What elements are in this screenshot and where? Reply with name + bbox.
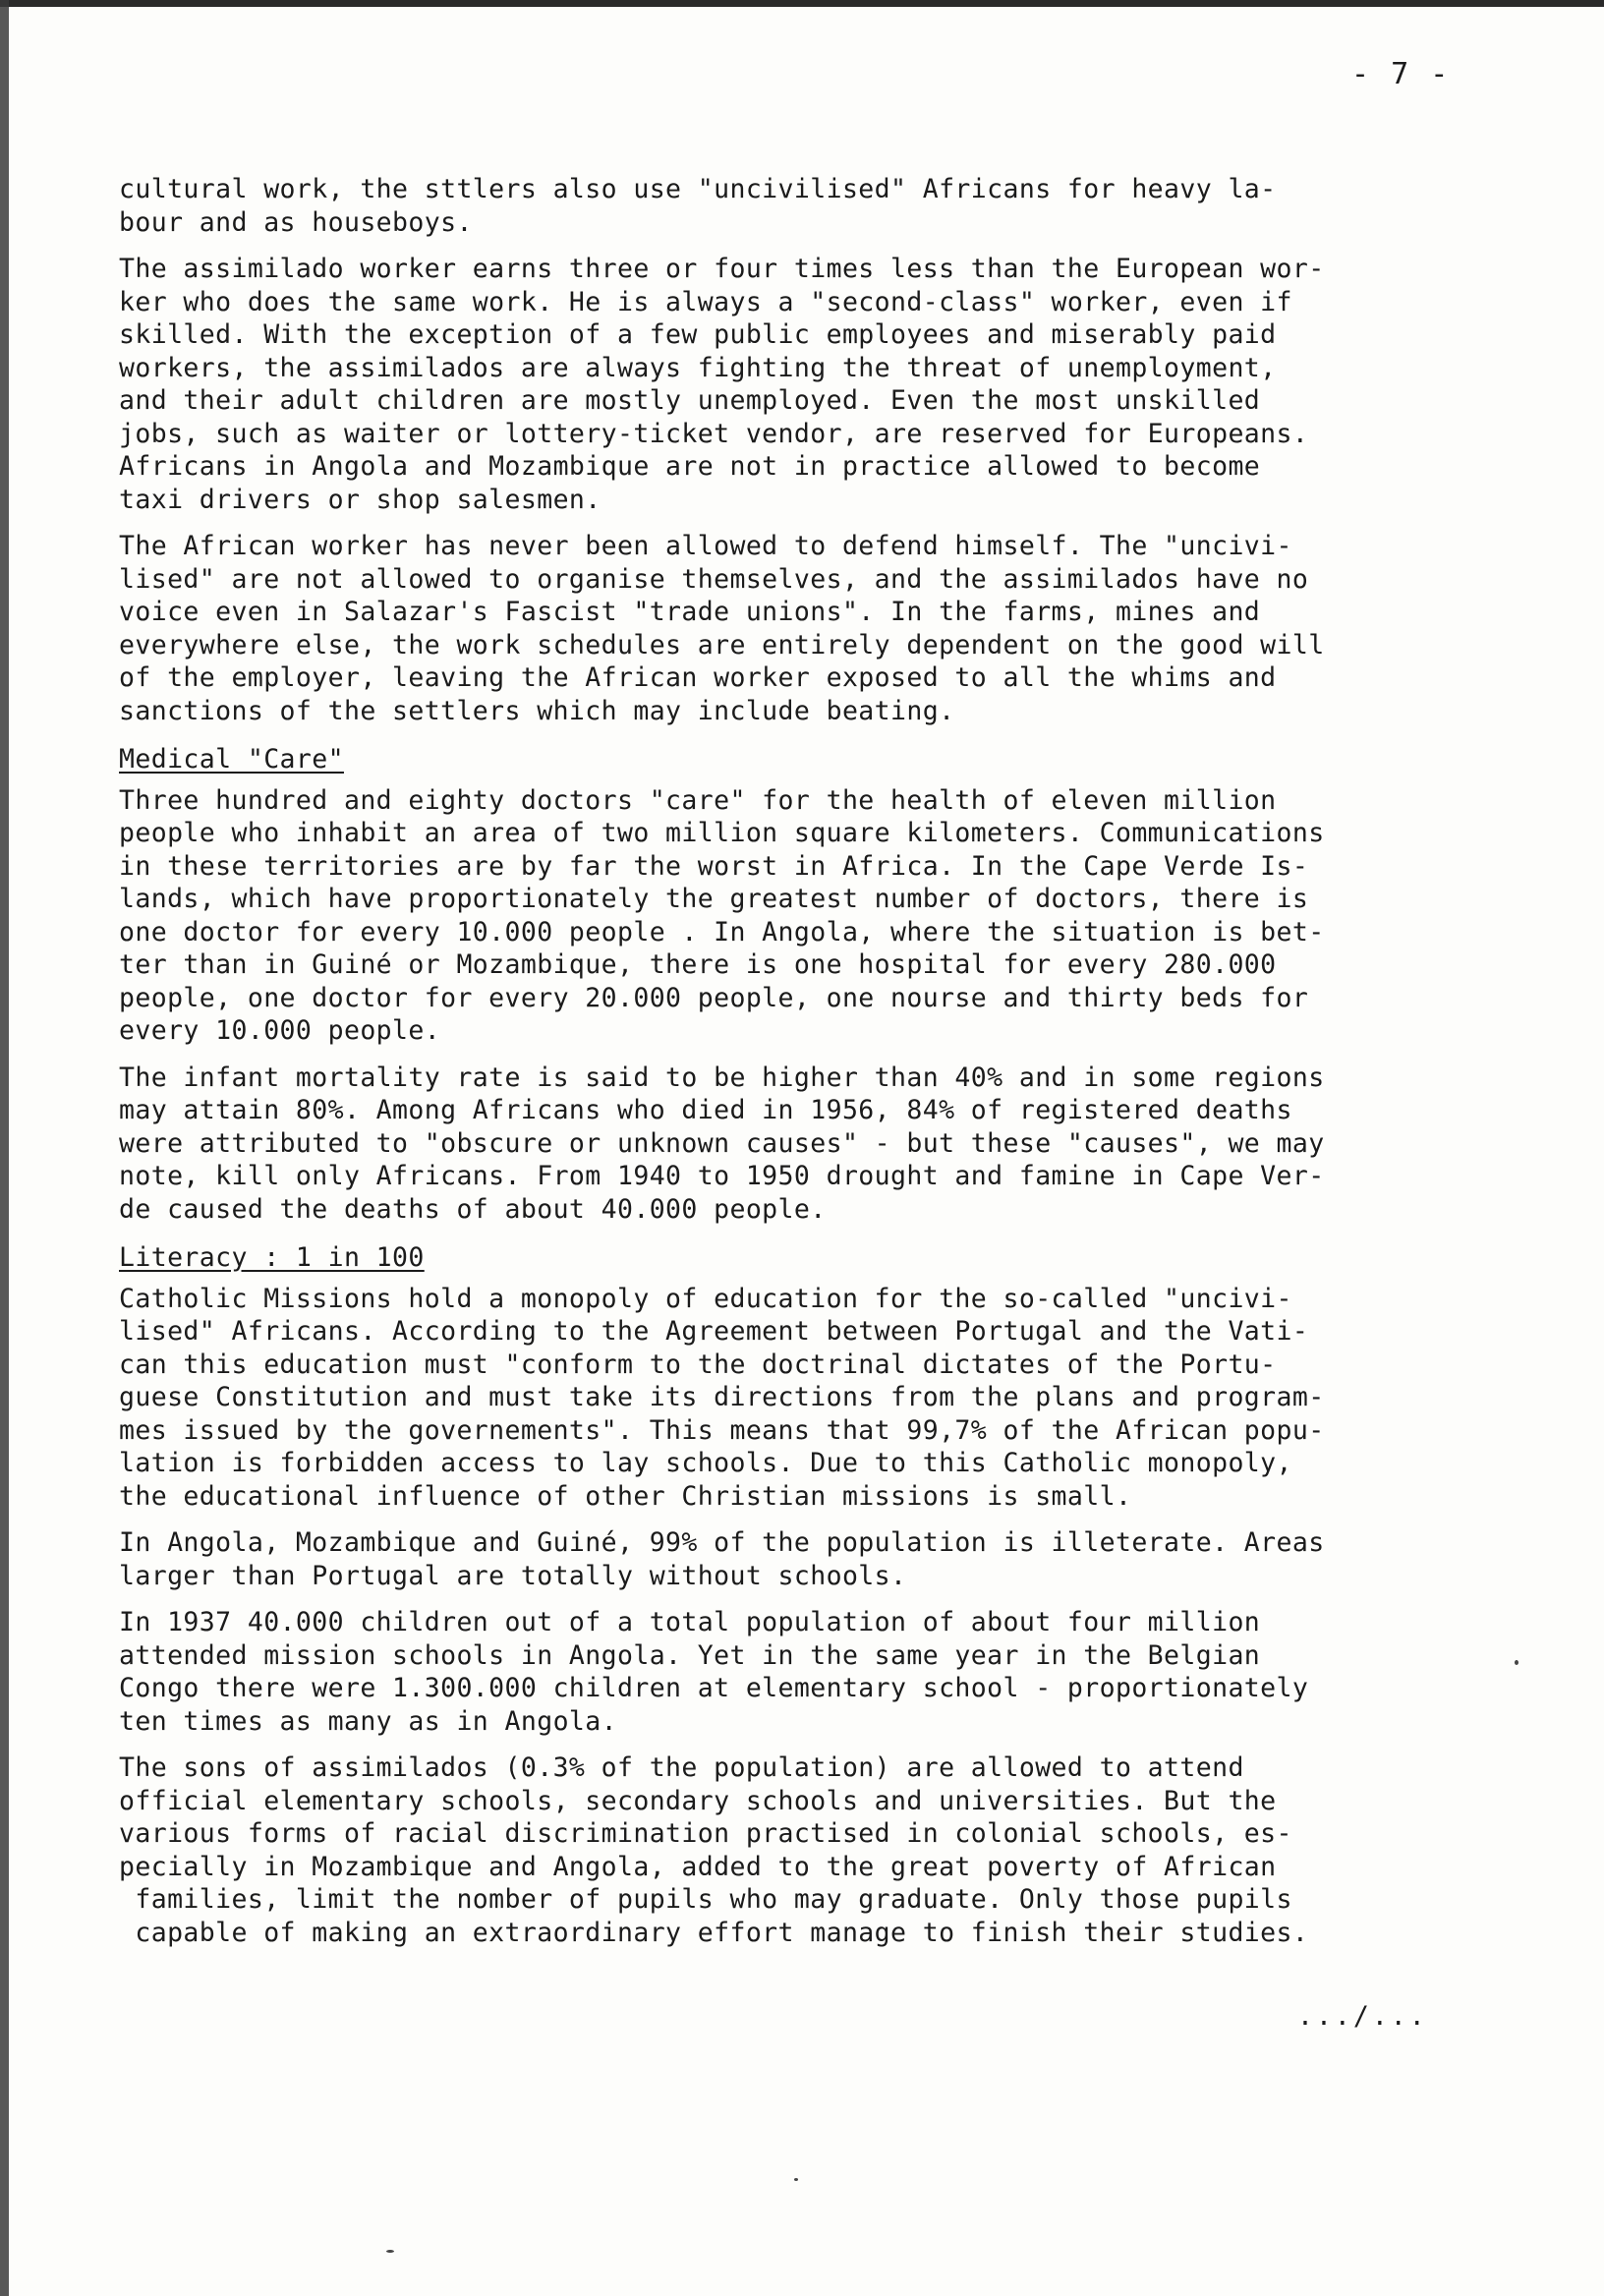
left-page-edge (0, 0, 9, 2296)
paragraph-infant-mortality: The infant mortality rate is said to be higher than 40% and in some regions may attain 80%. Among Africans who died in 1956, 84% of registered deaths were attributed to "obscure or unknown causes" - but these "causes", we may note, kill only Africans. From 1940 to 1950 drought and famine in Cape Ver- de caused the deaths of about 40.000 people. (119, 1062, 1325, 1225)
ink-speck (1515, 1660, 1518, 1665)
ink-speck (386, 2250, 394, 2253)
ink-speck (794, 2178, 798, 2181)
paragraph-sons-of-assimilados: The sons of assimilados (0.3% of the population) are allowed to attend official elementary schools, secondary schools and universities. But the various forms of racial discrimination practised in colonial schools, es- pecially in Mozambique and Angola, added to the great poverty of African families, limit the nomber of pupils who may graduate. Only those pupils capable of making an extraordinary effort manage to finish their studies. (119, 1752, 1309, 1948)
section-heading-literacy: Literacy : 1 in 100 (119, 1242, 425, 1273)
paragraph-african-worker: The African worker has never been allowed to defend himself. The "uncivi- lised" are not allowed to organise themselves, and the assimilados have no voice even in Salazar's Fascist "trade unions". In the farms, mines and everywhere else, the work schedules are entirely dependent on the good will of the employer, leaving the African worker exposed to all the whims and sanctions of the settlers which may include beating. (119, 531, 1325, 726)
paragraph-1937-schools: In 1937 40.000 children out of a total population of about four million attended mission schools in Angola. Yet in the same year in the Belgian Congo there were 1.300.000 children at elementary school - proportionately ten times as many as in Angola. (119, 1607, 1309, 1737)
paragraph-assimilado-worker: The assimilado worker earns three or four times less than the European wor- ker who does the same work. He is always a "second-class" worker, even if skilled. With the exception of a few public employees and miserably paid workers, the assimilados are always fighting the threat of unemployment, and their adult children are mostly unemployed. Even the most unskilled jobs, such as waiter or lottery-ticket vendor, are reserved for Europeans. Africans in Angola and Mozambique are not in practice allowed to become taxi drivers or shop salesmen. (119, 254, 1325, 515)
section-heading-medical-care: Medical "Care" (119, 744, 344, 775)
continuation-marker: .../... (1297, 2001, 1428, 2032)
page-number: - 7 - (1351, 57, 1451, 91)
document-body (119, 173, 1564, 1949)
top-border (0, 0, 1604, 7)
paragraph-catholic-missions: Catholic Missions hold a monopoly of education for the so-called "uncivi- lised" Africans. According to the Agreement between Portugal and the Vati- can this education must "conform to the doctrinal dictates of the Portu- guese Constitution and must take its directions from the plans and program- mes issued by the governements". This means that 99,7% of the African popu- lation is forbidden access to lay schools. Due to this Catholic monopoly, the educational influence of other Christian missions is small. (119, 1283, 1325, 1512)
paragraph-intro: cultural work, the sttlers also use "uncivilised" Africans for heavy la- bour and as houseboys. (119, 174, 1277, 238)
paragraph-illiteracy: In Angola, Mozambique and Guiné, 99% of the population is illeterate. Areas larger than Portugal are totally without schools. (119, 1527, 1325, 1591)
paragraph-doctors: Three hundred and eighty doctors "care" for the health of eleven million people who inhabit an area of two million square kilometers. Communications in these territories are by far the worst in Africa. In the Cape Verde Is- lands, which have proportionately the greatest number of doctors, there is one doctor for every 10.000 people . In Angola, where the situation is bet- ter than in Guiné or Mozambique, there is one hospital for every 280.000 people, one doctor for every 20.000 people, one nourse and thirty beds for every 10.000 people. (119, 784, 1325, 1046)
